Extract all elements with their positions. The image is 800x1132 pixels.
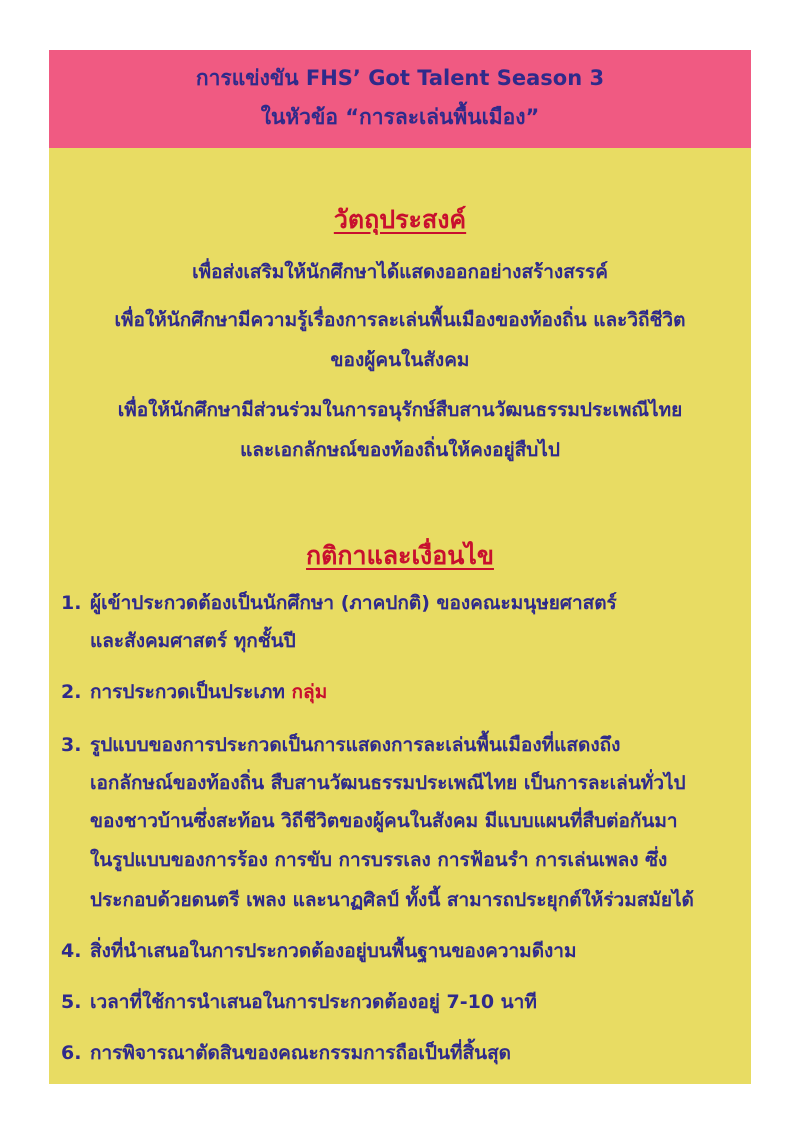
rule-number: 5. xyxy=(61,991,82,1013)
poster xyxy=(49,50,751,1084)
rule-text: ในรูปแบบของการร้อง การขับ การบรรเลง การฟ้อนรำ การเล่นเพลง ซึ่ง xyxy=(90,849,668,871)
rule-text: ประกอบด้วยดนตรี เพลง และนาฏศิลป์ ทั้งนี้ สามารถประยุกต์ให้ร่วมสมัยได้ xyxy=(90,889,694,911)
rules-heading: กติกาและเงื่อนไข xyxy=(306,541,494,570)
rule-number: 4. xyxy=(61,940,82,962)
rule-number: 3. xyxy=(61,734,82,756)
header-banner xyxy=(49,50,751,148)
rule-text: รูปแบบของการประกวดเป็นการแสดงการละเล่นพื้นเมืองที่แสดงถึง xyxy=(90,734,621,756)
rule-number: 2. xyxy=(61,681,82,703)
rule-text: การประกวดเป็นประเภท xyxy=(90,681,285,703)
rule-text: เอกลักษณ์ของท้องถิ่น สืบสานวัฒนธรรมประเพณีไทย เป็นการละเล่นทั่วไป xyxy=(90,772,686,794)
rule-text: สิ่งที่นำเสนอในการประกวดต้องอยู่บนพื้นฐานของความดีงาม xyxy=(90,940,577,962)
objective-line: เพื่อส่งเสริมให้นักศึกษาได้แสดงออกอย่างสร้างสรรค์ xyxy=(192,261,608,283)
rule-text: และสังคมศาสตร์ ทุกชั้นปี xyxy=(90,630,296,652)
header-title: การแข่งขัน FHS’ Got Talent Season 3 xyxy=(195,66,605,90)
objective-line: เพื่อให้นักศึกษามีความรู้เรื่องการละเล่นพื้นเมืองของท้องถิ่น และวิถีชีวิต xyxy=(114,309,686,331)
header-subtitle: ในหัวข้อ “การละเล่นพื้นเมือง” xyxy=(260,105,540,129)
rule-text: การพิจารณาตัดสินของคณะกรรมการถือเป็นที่สิ้นสุด xyxy=(90,1042,512,1064)
objectives-heading: วัตถุประสงค์ xyxy=(333,205,467,234)
objective-line: ของผู้คนในสังคม xyxy=(330,349,470,371)
rule-highlight: กลุ่ม xyxy=(291,681,328,703)
rule-text-line xyxy=(90,680,327,704)
objective-line: และเอกลักษณ์ของท้องถิ่นให้คงอยู่สืบไป xyxy=(240,439,560,461)
rule-number: 6. xyxy=(61,1042,82,1064)
rule-number: 1. xyxy=(61,592,82,614)
rule-text: ของชาวบ้านซึ่งสะท้อน วิถีชีวิตของผู้คนในสังคม มีแบบแผนที่สืบต่อกันมา xyxy=(90,810,678,832)
objective-line: เพื่อให้นักศึกษามีส่วนร่วมในการอนุรักษ์สืบสานวัฒนธรรมประเพณีไทย xyxy=(117,399,683,421)
rule-text: ผู้เข้าประกวดต้องเป็นนักศึกษา (ภาคปกติ) ของคณะมนุษยศาสตร์ xyxy=(90,592,617,614)
rule-text: เวลาที่ใช้การนำเสนอในการประกวดต้องอยู่ 7-10 นาที xyxy=(90,991,537,1013)
